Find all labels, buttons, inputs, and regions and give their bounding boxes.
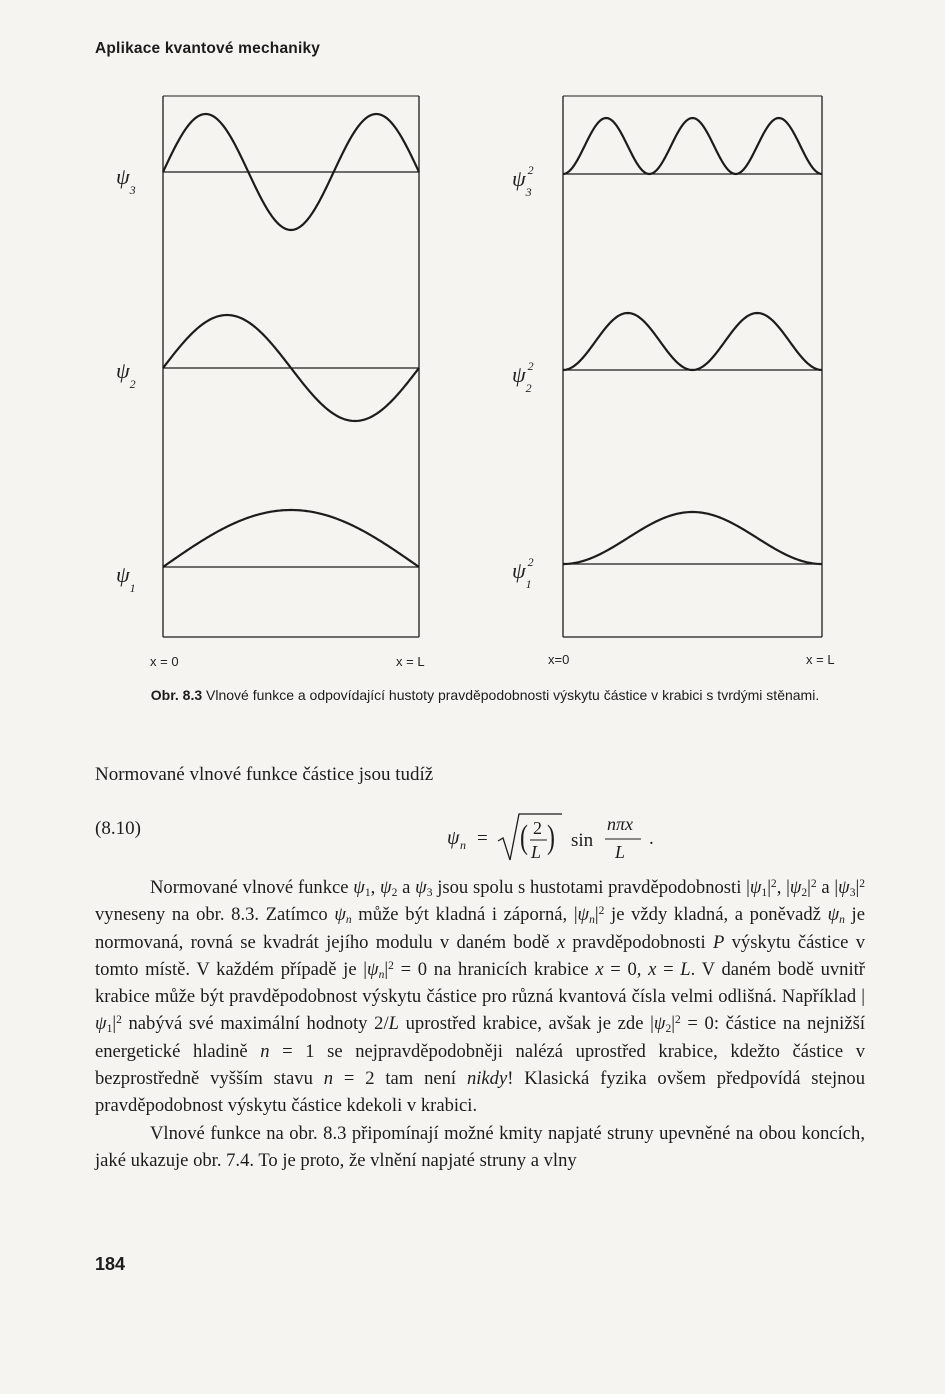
equation-8-10 [95, 808, 875, 868]
paragraph-2: Vlnové funkce na obr. 8.3 připomínají možné kmity napjaté struny upevněné na obou koncích, jaké ukazuje obr. 7.4. To je proto, že vlnění napjaté struny a vlny [95, 1122, 865, 1171]
left-label-psi2: $\psi_2$ [116, 358, 136, 391]
svg-text:ψ: ψ [447, 827, 460, 849]
equation-formula [447, 808, 687, 868]
svg-text:sin: sin [571, 830, 594, 851]
psi3-density-curve [563, 118, 822, 174]
caption-label: Obr. 8.3 [150, 687, 203, 703]
page-number: 184 [95, 1254, 126, 1274]
running-title: Aplikace kvantové mechaniky [95, 40, 321, 57]
right-label-psi2-squared: $\psi_22$ [512, 359, 534, 395]
left-label-psi3: $\psi_3$ [116, 164, 136, 197]
svg-text:2: 2 [533, 818, 542, 838]
right-panel-box [563, 96, 822, 637]
svg-text:.: . [649, 828, 654, 849]
left-x-start-label: x = 0 [150, 654, 179, 669]
caption-text: Vlnové funkce a odpovídající hustoty pravděpodobnosti výskytu částice v krabici s tvrdými stěnami. [206, 687, 820, 703]
psi1-wave-curve [163, 510, 419, 567]
svg-text:): ) [547, 819, 555, 857]
svg-text:L: L [531, 842, 542, 862]
left-label-psi1: $\psi_1$ [116, 562, 136, 595]
right-x-start-label: x=0 [548, 652, 570, 667]
svg-text:L: L [615, 842, 626, 862]
svg-text:n: n [460, 838, 466, 852]
right-label-psi1-squared: $\psi_12$ [512, 555, 534, 591]
psi2-density-curve [563, 313, 822, 370]
psi1-density-curve [563, 512, 822, 564]
body-text [95, 874, 865, 1174]
intro-sentence: Normované vlnové funkce částice jsou tudíž [95, 764, 434, 785]
left-x-end-label: x = L [396, 654, 425, 669]
wavefunction-figure [0, 0, 945, 680]
paragraph-1: Normované vlnové funkce $\psi_1$, $\psi_2$ a $\psi_3$ jsou spolu s hustotami pravděpodobnosti $|\psi_1|^2$, $|\psi_2|^2$ a $|\psi_3|^2$ vyneseny na obr. 8.3. Zatímco $\psi_n$ může být kladná i záporná, $|\psi_n|^2$ je vždy kladná, a poněvadž $\psi_n$ je normovaná, rovná se kvadrát jejího modulu v daném bodě x pravděpodobnosti P výskytu částice v tomto místě. V každém případě je $|\psi_n|^2 = 0$ na hranicích krabice x = 0, x = L. V daném bodě uvnitř krabice může být pravděpodobnost výskytu částice pro různá kvantová čísla velmi odlišná. Například $|\psi_1|^2$ nabývá své maximální hodnoty 2/L uprostřed krabice, avšak je zde $|\psi_2|^2 = 0$: částice na nejnižší energetické hladině n = 1 se nejpravděpodobněji nalézá uprostřed krabice, kdežto částice v bezprostředně vyšším stavu n = 2 tam není nikdy! Klasická fyzika ovšem předpovídá stejnou pravděpodobnost výskytu částice kdekoli v krabici. [95, 877, 866, 1117]
svg-text:nπx: nπx [607, 814, 634, 834]
svg-text:(: ( [520, 819, 528, 857]
right-label-psi3-squared: $\psi_32$ [512, 163, 534, 199]
right-x-end-label: x = L [806, 652, 835, 667]
equation-number: (8.10) [95, 818, 141, 839]
svg-text:=: = [477, 828, 488, 849]
figure-caption [95, 686, 875, 705]
